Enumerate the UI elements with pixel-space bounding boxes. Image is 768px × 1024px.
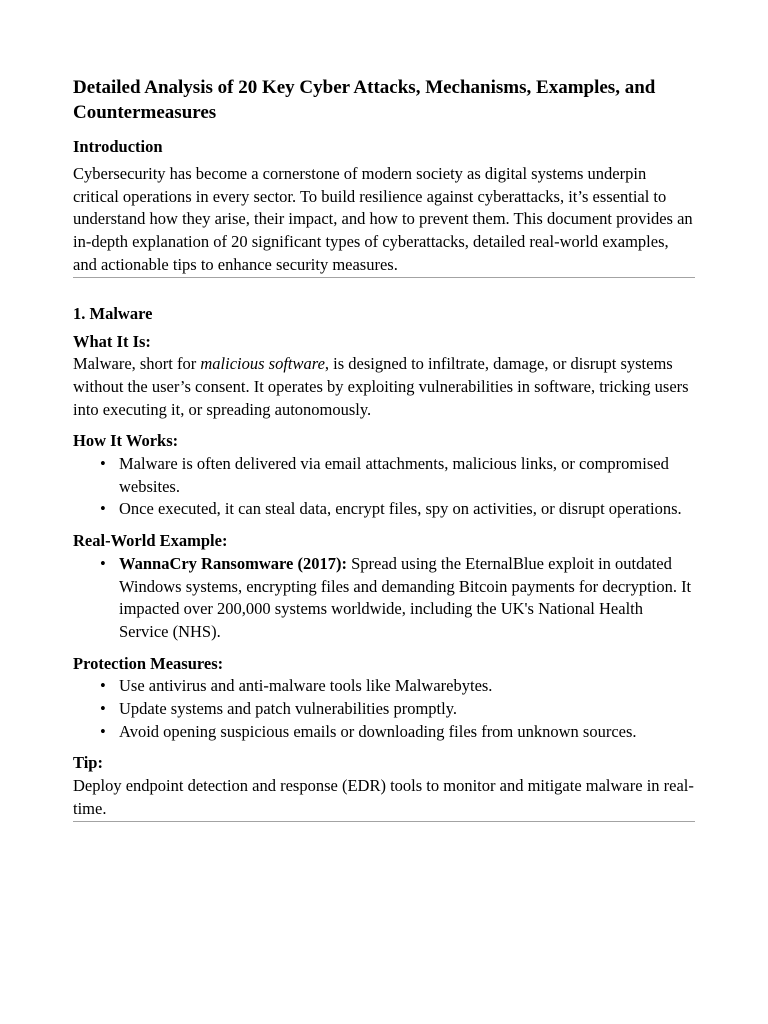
bullet-icon: • — [100, 721, 106, 741]
section-divider — [73, 821, 695, 822]
list-item-text: Avoid opening suspicious emails or downloading files from unknown sources. — [119, 721, 637, 741]
what-it-is-emphasis: malicious software — [200, 354, 325, 374]
real-world-example-label: Real-World Example: — [73, 531, 228, 551]
how-it-works-list — [73, 453, 695, 521]
list-item — [73, 498, 695, 521]
list-item — [73, 721, 695, 744]
introduction-heading: Introduction — [73, 137, 163, 156]
protection-measures-label: Protection Measures: — [73, 653, 224, 673]
section-heading-malware: 1. Malware — [73, 303, 153, 323]
list-item — [73, 675, 695, 698]
section-divider — [73, 277, 695, 278]
list-item-text: Malware is often delivered via email attachments, malicious links, or compromised websites. — [119, 454, 669, 496]
tip-paragraph: Deploy endpoint detection and response (EDR) tools to monitor and mitigate malware in real-time. — [73, 776, 694, 818]
list-item — [73, 453, 695, 498]
bullet-icon: • — [100, 553, 106, 573]
list-item — [73, 698, 695, 721]
real-world-example-list — [73, 553, 695, 644]
what-it-is-text-after: , is designed to infiltrate, damage, or disrupt systems without the user’s consent. It operates by exploiting vulnerabilities in software, tricking users into executing it, or spreading autonomously. — [73, 354, 689, 419]
what-it-is-text-before: Malware, short for — [73, 354, 201, 374]
list-item-text: Once executed, it can steal data, encrypt files, spy on activities, or disrupt operations. — [119, 499, 682, 519]
tip-label: Tip: — [73, 753, 103, 773]
example-text: Spread using the EternalBlue exploit in outdated Windows systems, encrypting files and demanding Bitcoin payments for decryption. It impacted over 200,000 systems worldwide, including the UK's National Health Service (NHS). — [119, 553, 692, 641]
what-it-is-paragraph — [73, 353, 695, 421]
document-title: Detailed Analysis of 20 Key Cyber Attacks, Mechanisms, Examples, and Countermeasures — [73, 77, 656, 123]
introduction-paragraph: Cybersecurity has become a cornerstone of modern society as digital systems underpin critical operations in every sector. To build resilience against cyberattacks, it’s essential to understand how they arise, their impact, and how to prevent them. This document provides an in-depth explanation of 20 significant types of cyberattacks, detailed real-world examples, and actionable tips to enhance security measures. — [73, 164, 693, 274]
bullet-icon: • — [100, 676, 106, 696]
how-it-works-label: How It Works: — [73, 431, 179, 451]
example-lead: WannaCry Ransomware (2017): — [119, 553, 347, 573]
protection-measures-list — [73, 675, 695, 743]
bullet-icon: • — [100, 699, 106, 719]
list-item-text: Update systems and patch vulnerabilities promptly. — [119, 699, 458, 719]
bullet-icon: • — [100, 454, 106, 474]
document-page — [73, 75, 695, 822]
what-it-is-label: What It Is: — [73, 331, 151, 351]
bullet-icon: • — [100, 499, 106, 519]
list-item-text: Use antivirus and anti-malware tools like Malwarebytes. — [119, 676, 493, 696]
list-item — [73, 553, 695, 644]
